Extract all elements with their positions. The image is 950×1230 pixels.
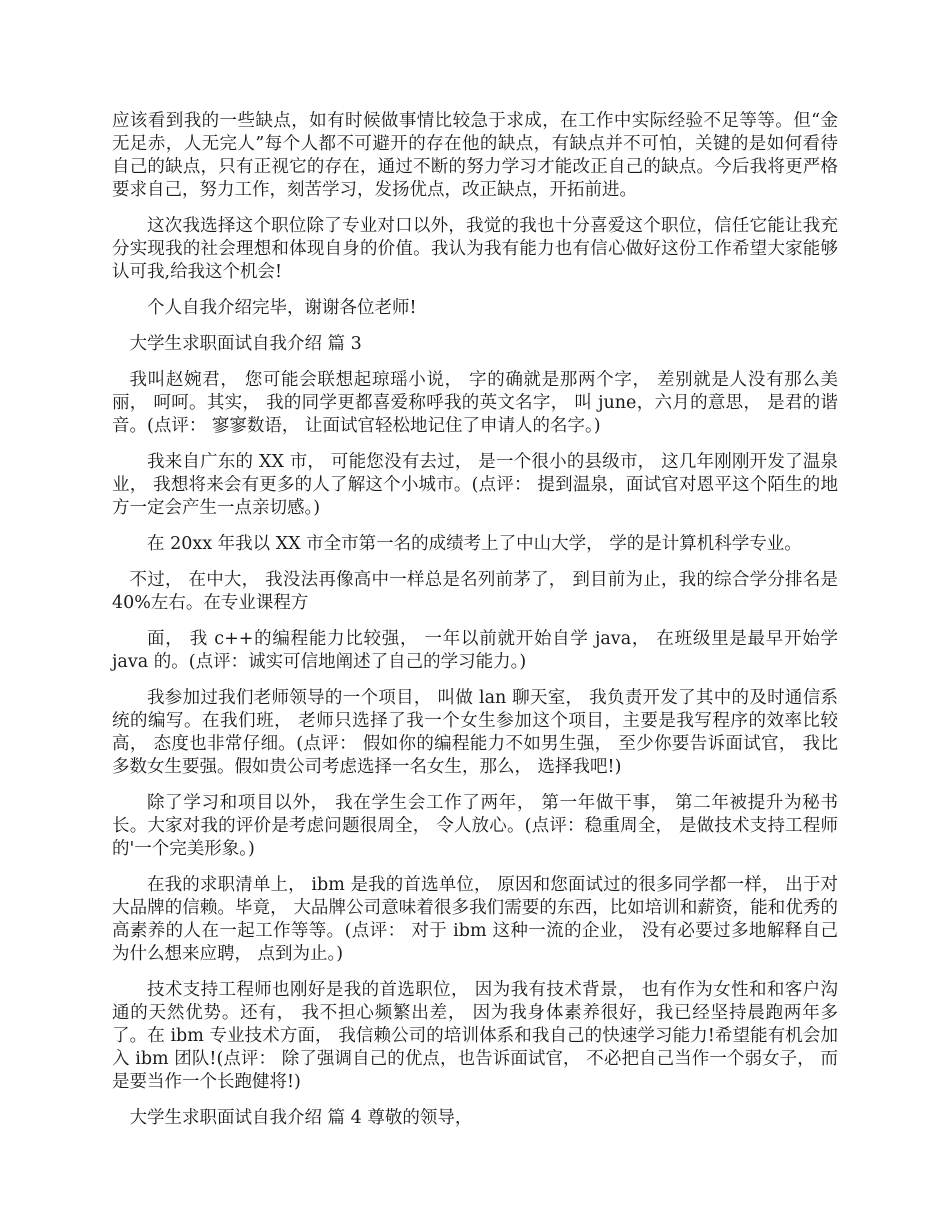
paragraph-flaws: 应该看到我的一些缺点，如有时候做事情比较急于求成，在工作中实际经验不足等等。但“金无足赤，人无完人”每个人都不可避开的存在他的缺点，有缺点并不可怕，关键的是如何看待自己的缺点，只有正视它的存在，通过不断的努力学习才能改正自己的缺点。今后我将更严格要求自己，努力工作，刻苦学习，发扬优点，改正缺点，开拓前进。 [112, 111, 838, 200]
section-heading-4: 大学生求职面试自我介绍 篇 4 尊敬的领导， [129, 1108, 473, 1128]
paragraph-ranking: 不过， 在中大， 我没法再像高中一样总是名列前茅了， 到目前为止，我的综合学分排名是 40%左右。在专业课程方 [112, 570, 838, 613]
paragraph-closing: 个人自我介绍完毕，谢谢各位老师! [147, 298, 417, 318]
paragraph-hometown: 我来自广东的 XX 市， 可能您没有去过， 是一个很小的县级市， 这几年刚刚开发了温泉业， 我想将来会有更多的人了解这个小城市。(点评： 提到温泉，面试官对恩平这个陌生的地方一定会产生一点亲切感。) [112, 452, 838, 518]
paragraph-ibm-choice: 在我的求职清单上， ibm 是我的首选单位， 原因和您面试过的很多同学都一样， 出于对大品牌的信赖。毕竟， 大品牌公司意味着很多我们需要的东西，比如培训和薪资，能和优秀的高素养的人在一起工作等等。(点评： 对于 ibm 这种一流的企业， 没有必要过多地解释自己为什么想来应聘， 点到为止。) [112, 875, 838, 964]
section-heading-3: 大学生求职面试自我介绍 篇 3 [129, 334, 362, 354]
paragraph-project: 我参加过我们老师领导的一个项目， 叫做 lan 聊天室， 我负责开发了其中的及时通信系统的编写。在我们班， 老师只选择了我一个女生参加这个项目，主要是我写程序的效率比较高， 态度也非常仔细。(点评： 假如你的编程能力不如男生强， 至少你要告诉面试官， 我比多数女生要强。假如贵公司考虑选择一名女生，那么， 选择我吧!) [112, 688, 838, 777]
paragraph-tech-support: 技术支持工程师也刚好是我的首选职位， 因为我有技术背景， 也有作为女性和和客户沟通的天然优势。还有， 我不担心频繁出差， 因为我身体素养很好，我已经坚持晨跑两年多了。在 ibm 专业技术方面， 我信赖公司的培训体系和我自己的快速学习能力!希望能有机会加入 ibm 团队!(点评： 除了强调自己的优点，也告诉面试官， 不必把自己当作一个弱女子， 而是要当作一个长跑健将!) [112, 980, 838, 1092]
paragraph-university: 在 20xx 年我以 XX 市全市第一名的成绩考上了中山大学， 学的是计算机科学专业。 [147, 534, 802, 554]
paragraph-programming: 面， 我 c++的编程能力比较强， 一年以前就开始自学 java， 在班级里是最早开始学 java 的。(点评：诚实可信地阐述了自己的学习能力。) [112, 629, 838, 672]
paragraph-student-union: 除了学习和项目以外， 我在学生会工作了两年， 第一年做干事， 第二年被提升为秘书长。大家对我的评价是考虑问题很周全， 令人放心。(点评：稳重周全， 是做技术支持工程师的'一个完美形象。) [112, 793, 838, 859]
paragraph-name-intro: 我叫赵婉君， 您可能会联想起琼瑶小说， 字的确就是那两个字， 差别就是人没有那么美丽， 呵呵。其实， 我的同学更都喜爱称呼我的英文名字， 叫 june，六月的意思， 是君的谐音。(点评： 寥寥数语， 让面试官轻松地记住了申请人的名字。) [112, 370, 838, 436]
paragraph-position-choice: 这次我选择这个职位除了专业对口以外，我觉的我也十分喜爱这个职位，信任它能让我充分实现我的社会理想和体现自身的价值。我认为我有能力也有信心做好这份工作希望大家能够认可我,给我这个机会! [112, 216, 838, 282]
